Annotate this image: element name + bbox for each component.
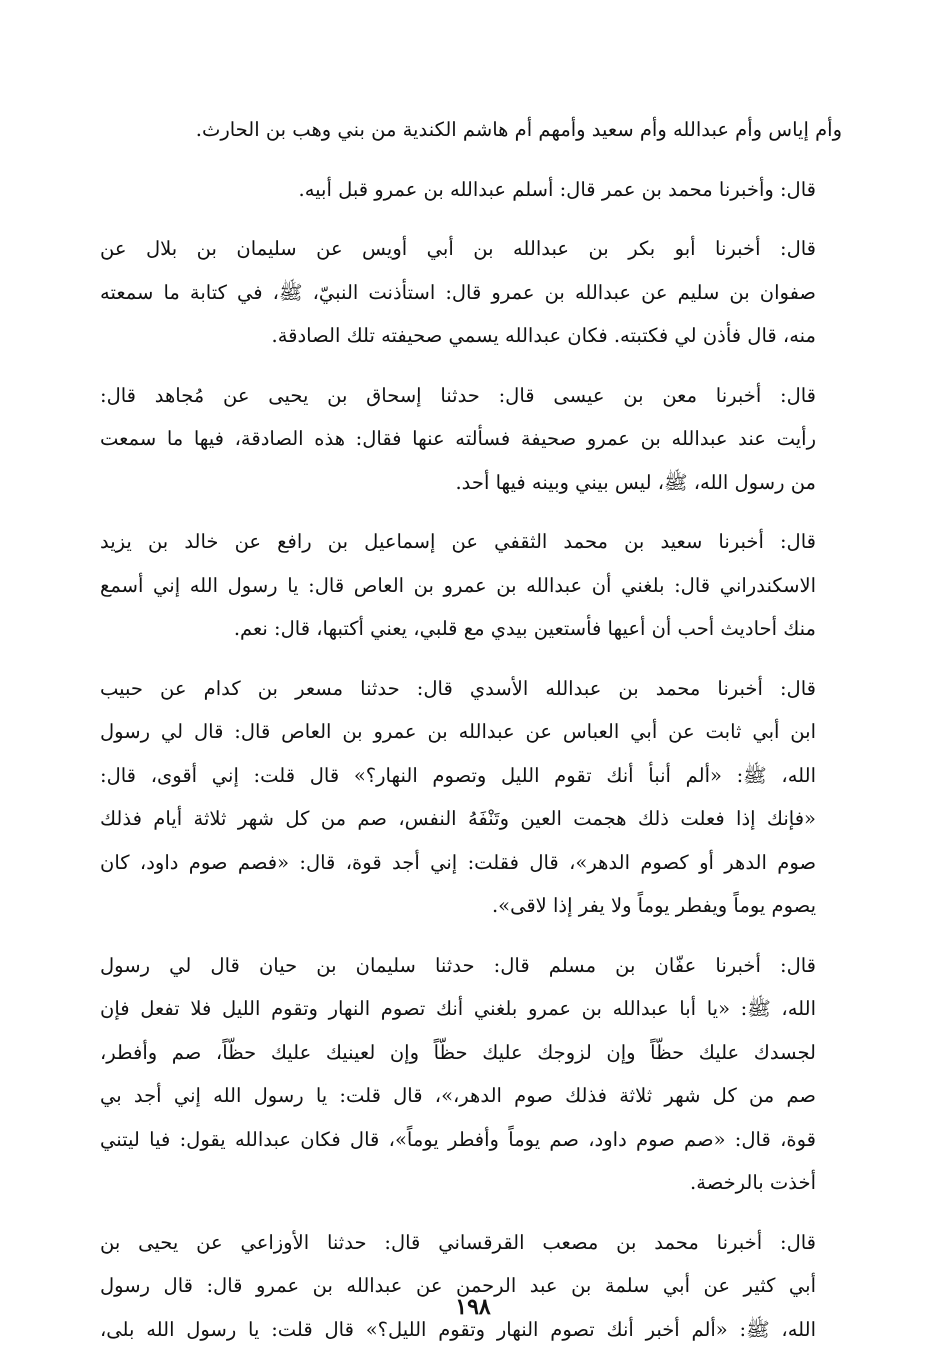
text-line: الله، ﷺ: «ألم أخبر أنك تصوم النهار وتقوم الليل؟» قال قلت: يا رسول الله بلى، xyxy=(100,1317,816,1341)
text-line: قال: أخبرنا محمد بن عبدالله الأسدي قال: حدثنا مسعر بن كدام عن حبيب xyxy=(100,676,816,700)
paragraph xyxy=(100,1221,842,1352)
paragraph xyxy=(100,667,842,928)
text-line: من رسول الله، ﷺ، ليس بيني وبينه فيها أحد. xyxy=(455,470,816,494)
text-line: صوم الدهر أو كصوم الدهر»، قال فقلت: إني أجد قوة، قال: «فصم صوم داود، كان xyxy=(100,850,816,874)
text-line: قال: أخبرنا محمد بن مصعب القرقساني قال: حدثنا الأوزاعي عن يحيى بن xyxy=(100,1230,816,1254)
page-number: ١٩٨ xyxy=(455,1294,491,1320)
text-line: صفوان بن سليم عن عبدالله بن عمرو قال: استأذنت النبيّ، ﷺ، في كتابة ما سمعته xyxy=(100,280,816,304)
text-line: منك أحاديث أحب أن أعيها فأستعين بيدي مع قلبي، يعني أكتبها، قال: نعم. xyxy=(233,617,816,640)
text-line: وأم إياس وأم عبدالله وأم سعيد وأمهم أم هاشم الكندية من بني وهب بن الحارث. xyxy=(195,118,842,141)
paragraph xyxy=(100,944,842,1205)
text-line: يصوم يوماً ويفطر يوماً ولا يفر إذا لاقى». xyxy=(491,894,816,917)
text-line: «فإنك إذا فعلت ذلك هجمت العين وتَنْفَهُ النفس، صم من كل شهر ثلاثة أيام فذلك xyxy=(100,807,816,830)
text-line: صم من كل شهر ثلاثة فذلك صوم الدهر،»، قال قلت: يا رسول الله إني أجد بي xyxy=(100,1084,816,1107)
text-line: رأيت عند عبدالله بن عمرو صحيفة فسألته عنها فقال: هذه الصادقة، فيها ما سمعت xyxy=(100,427,816,450)
paragraph xyxy=(100,227,842,358)
text-line: الله، ﷺ: «ألم أنبأ أنك تقوم الليل وتصوم النهار؟» قال قلت: إني أقوى، قال: xyxy=(100,763,816,787)
paragraph xyxy=(100,374,842,505)
text-line: الله، ﷺ: «يا أبا عبدالله بن عمرو بلغني أنك تصوم النهار وتقوم الليل فلا تفعل فإن xyxy=(100,997,816,1020)
text-line: منه، قال فأذن لي فكتبته. فكان عبدالله يسمي صحيفته تلك الصادقة. xyxy=(271,324,816,347)
text-line: لجسدك عليك حظّاً وإن لزوجك عليك حظّاً وإن لعينيك عليك حظّاً، صم وأفطر، xyxy=(100,1040,816,1064)
text-line: أخذت بالرخصة. xyxy=(690,1171,816,1194)
paragraph xyxy=(100,108,842,152)
text-line: قال: أخبرنا معن بن عيسى قال: حدثنا إسحاق بن يحيى عن مُجاهد قال: xyxy=(100,383,816,407)
text-line: أبي كثير عن أبي سلمة بن عبد الرحمن عن عبدالله بن عمرو قال: قال رسول xyxy=(100,1274,816,1297)
text-line: قال: أخبرنا عفّان بن مسلم قال: حدثنا سليمان بن حيان قال لي رسول xyxy=(100,953,816,977)
text-line: قال: وأخبرنا محمد بن عمر قال: أسلم عبدالله بن عمرو قبل أبيه. xyxy=(298,177,816,201)
text-line: قال: أخبرنا أبو بكر بن عبدالله بن أبي أويس عن سليمان بن بلال عن xyxy=(100,237,816,260)
page-body xyxy=(100,108,842,1367)
text-line: ابن أبي ثابت عن أبي العباس عن عبدالله بن عمرو بن العاص قال: قال لي رسول xyxy=(100,720,816,743)
text-line: قوة، قال: «صم صوم داود، صم يوماً وأفطر يوماً»، قال فكان عبدالله يقول: فيا ليتني xyxy=(100,1127,816,1151)
paragraph xyxy=(100,168,842,212)
text-line: الاسكندراني قال: بلغني أن عبدالله بن عمرو بن العاص قال: يا رسول الله إني أسمع xyxy=(100,573,816,597)
text-line: قال: أخبرنا سعيد بن محمد الثقفي عن إسماعيل بن رافع عن خالد بن يزيد xyxy=(100,530,816,553)
paragraph xyxy=(100,520,842,651)
